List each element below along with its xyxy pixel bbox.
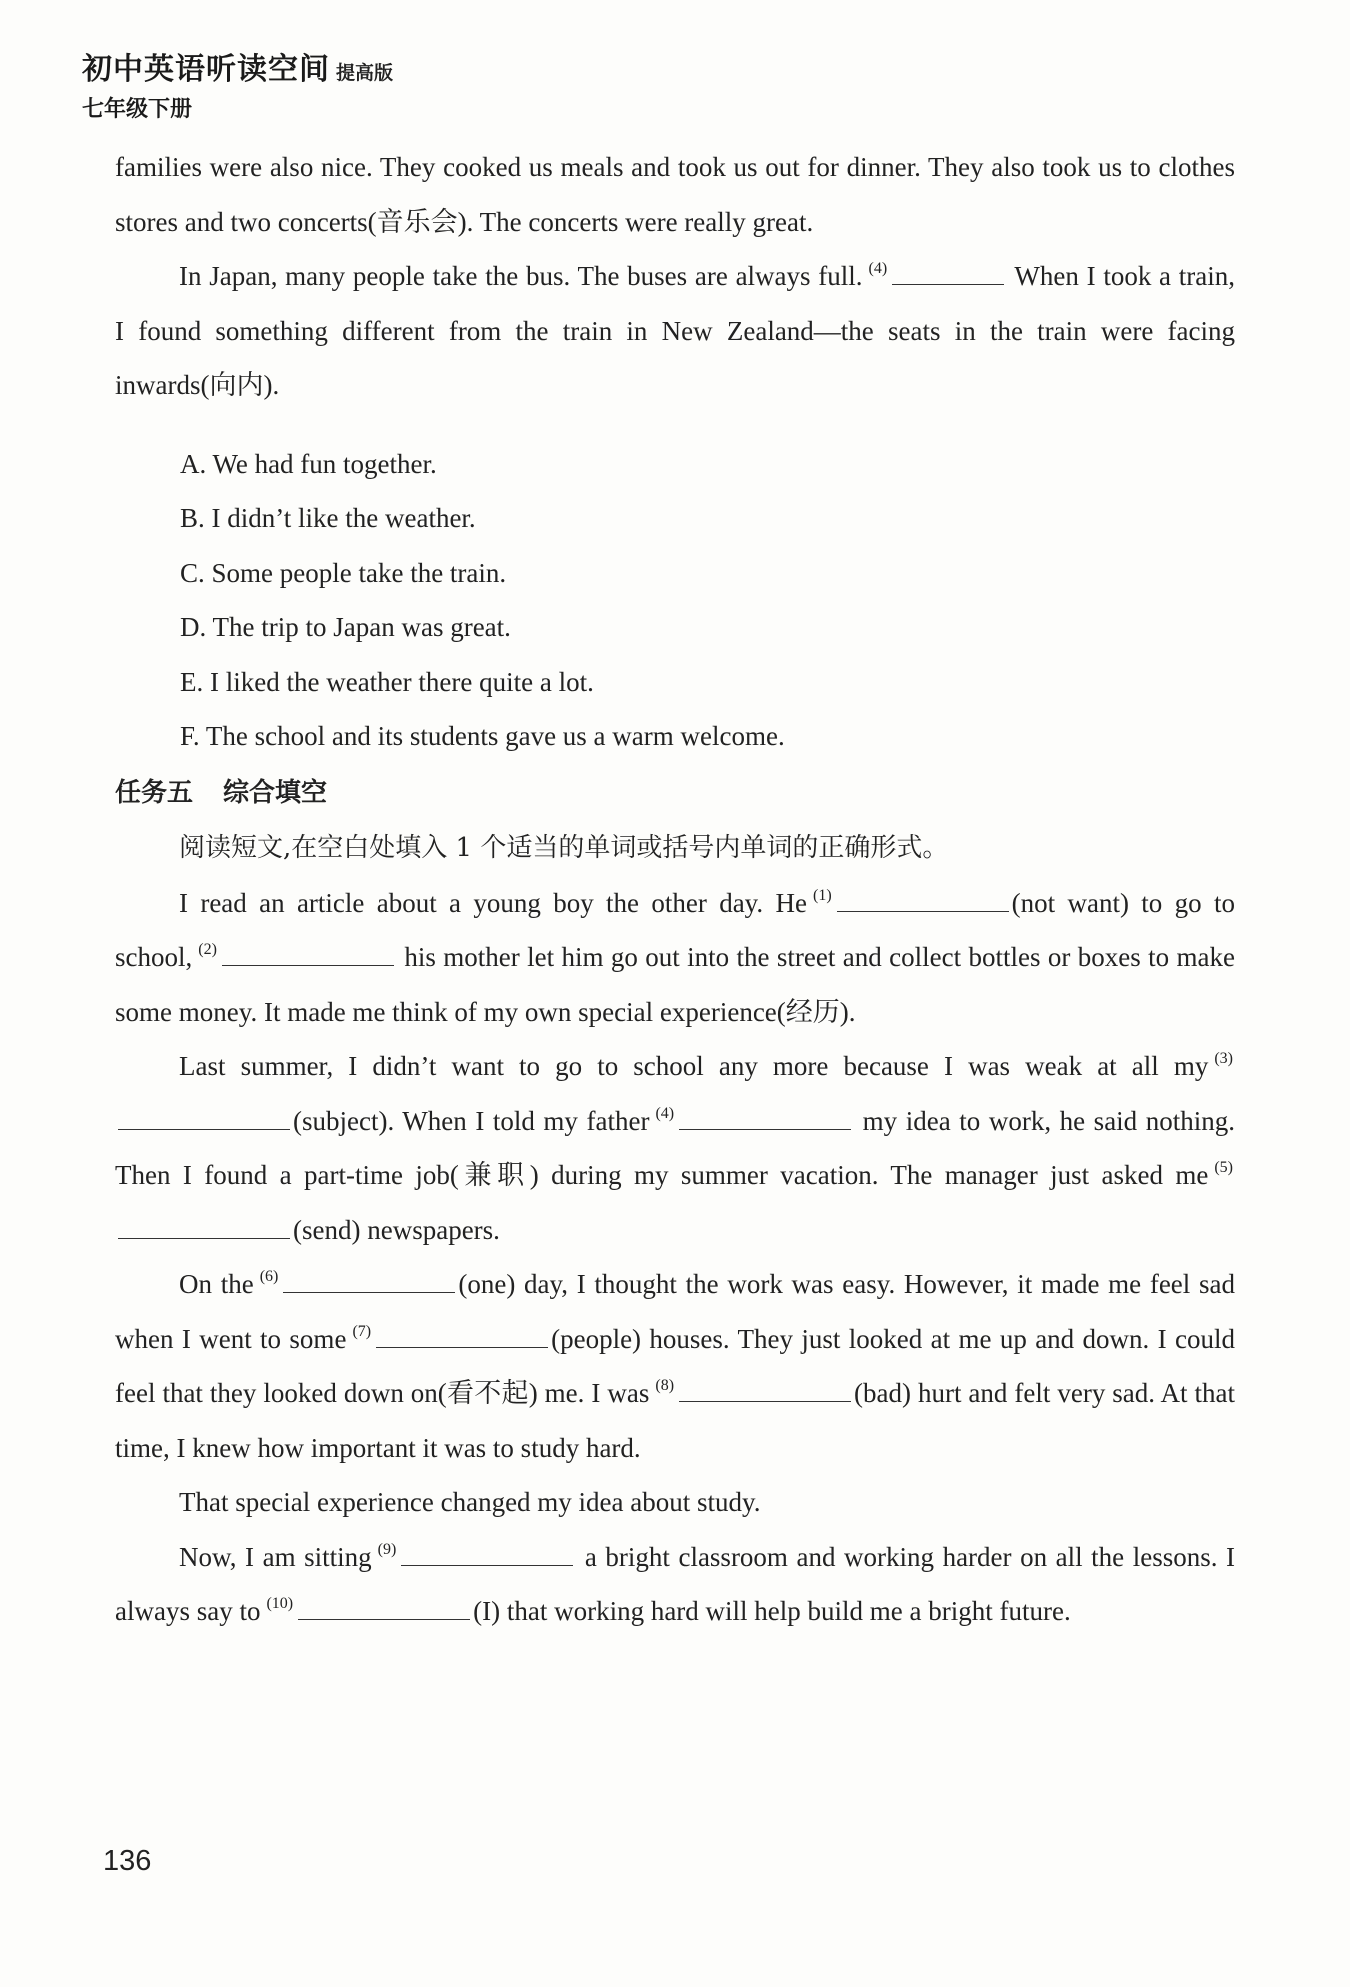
page-header <box>82 44 393 123</box>
question-number: (6) <box>259 1268 279 1285</box>
passage2-paragraph-5: Now, I am sitting $^{(9)}$ a bright classroom and working harder on all the lessons. I always say to $^{(10)}$ (I) that working hard will help build me a bright future. <box>115 1540 1236 1626</box>
book-edition: 提高版 <box>336 62 394 84</box>
task-instruction: 阅读短文,在空白处填入 1 个适当的单词或括号内单词的正确形式。 <box>179 832 949 863</box>
option-a: A. We had fun together. <box>180 448 437 479</box>
passage1-paragraph-2: In Japan, many people take the bus. The buses are always full. $^{(4)}$ When I took a train, I found something different from the train in New Zealand—the seats in the train were facing inwards(向内). <box>115 260 1235 400</box>
answer-blank <box>298 1593 470 1620</box>
question-number: (1) <box>813 886 832 904</box>
answer-blank <box>837 885 1009 912</box>
question-number: (4) <box>655 1104 675 1122</box>
question-number: (5) <box>1214 1159 1233 1176</box>
passage2-paragraph-3: On the $^{(6)}$ (one) day, I thought the work was easy. However, it made me feel sad when I went to some $^{(7)}$ (people) houses. They just looked at me up and down. I could feel that they looked down on(看不起) me. I was $^{(8)}$ (bad) hurt and felt very sad. At that time, I knew how important it was to study hard. <box>115 1268 1236 1463</box>
answer-blank <box>283 1266 455 1293</box>
options-list <box>180 437 1235 764</box>
passage2-paragraph-4: That special experience changed my idea about study. <box>179 1487 761 1517</box>
answer-blank <box>376 1321 548 1348</box>
option-e: E. I liked the weather there quite a lot. <box>180 666 594 697</box>
question-number: (8) <box>655 1377 675 1394</box>
page-number: 136 <box>103 1845 152 1877</box>
option-b: B. I didn’t like the weather. <box>180 503 476 533</box>
answer-blank <box>679 1375 851 1402</box>
passage1-paragraph-1: families were also nice. They cooked us meals and took us out for dinner. They also took us to clothes stores and two concerts(音乐会). The concerts were really great. <box>115 152 1235 237</box>
task-label: 任务五 <box>115 777 194 808</box>
question-number: (4) <box>868 260 888 277</box>
answer-blank <box>401 1539 573 1566</box>
question-number: (9) <box>377 1540 397 1558</box>
passage2-paragraph-1: I read an article about a young boy the other day. He $^{(1)}$ (not want) to go to school, $^{(2)}$ his mother let him go out into the street and collect bottles or boxes to make some money. It made me think of my own special experience(经历). <box>115 886 1236 1027</box>
option-c: C. Some people take the train. <box>180 557 507 588</box>
book-grade: 七年级下册 <box>82 97 193 122</box>
answer-blank <box>892 258 1004 285</box>
question-number: (3) <box>1214 1050 1233 1067</box>
page-content <box>115 140 1235 1639</box>
book-title: 初中英语听读空间 <box>82 52 330 87</box>
answer-blank <box>222 939 394 966</box>
question-number: (2) <box>198 941 217 958</box>
answer-blank <box>679 1103 851 1130</box>
task-title: 综合填空 <box>223 777 328 808</box>
question-number: (10) <box>266 1595 294 1612</box>
option-f: F. The school and its students gave us a warm welcome. <box>180 721 785 751</box>
passage2-paragraph-2: Last summer, I didn’t want to go to school any more because I was weak at all my $^{(3)}$(subject). When I told my father $^{(4)}$ my idea to work, he said nothing. Then I found a part-time job(兼职) during my summer vacation. The manager just asked me $^{(5)}$(send) newspapers. <box>115 1050 1235 1245</box>
option-d: D. The trip to Japan was great. <box>180 612 511 642</box>
task-heading <box>115 766 1235 820</box>
answer-blank <box>118 1103 290 1130</box>
answer-blank <box>118 1212 290 1239</box>
question-number: (7) <box>352 1322 372 1340</box>
